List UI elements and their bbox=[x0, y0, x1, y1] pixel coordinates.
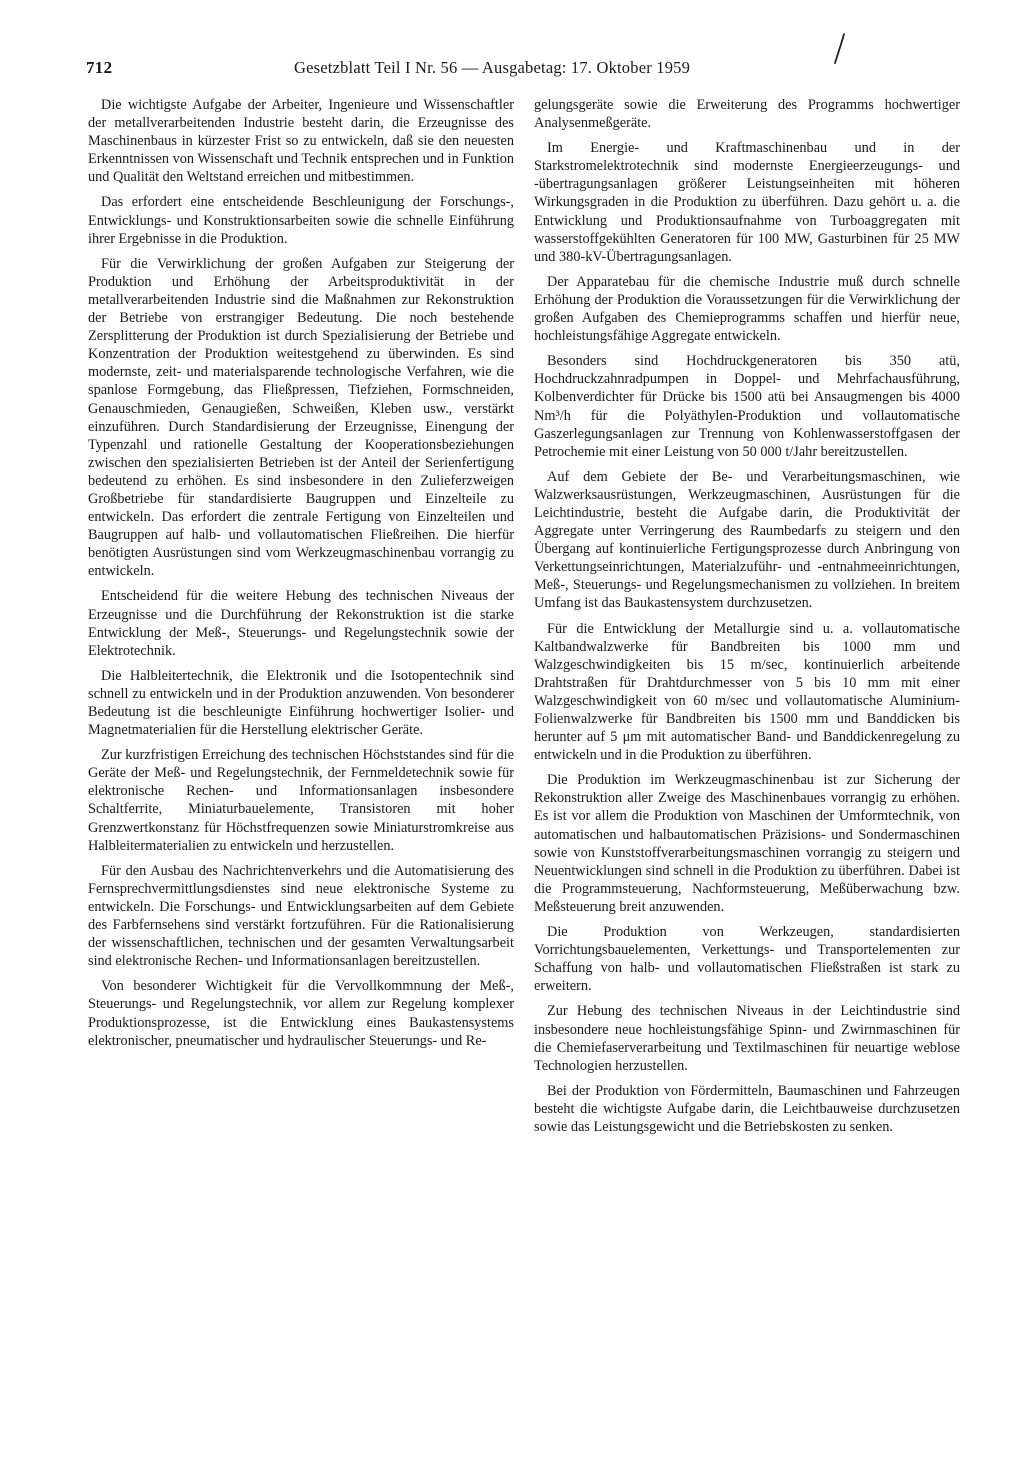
paragraph: gelungsgeräte sowie die Erweiterung des Programms hochwertiger Analysenmeßgeräte. bbox=[534, 97, 960, 132]
page-number: 712 bbox=[86, 58, 113, 77]
paragraph: Der Apparatebau für die chemische Industrie muß durch schnelle Erhöhung der Produktion die Voraussetzungen für die Verwirklichung der großen Aufgaben des Chemieprogramms schaffen und hierfür neue, hochleistungsfähige Aggregate entwickeln. bbox=[534, 273, 960, 345]
paragraph: Zur Hebung des technischen Niveaus in der Leichtindustrie sind insbesondere neue hochleistungsfähige Spinn- und Zwirnmaschinen für die Chemiefaserverarbeitung und Textilmaschinen für neuartige weblose Technologien herzustellen. bbox=[534, 1003, 960, 1074]
paragraph: Die wichtigste Aufgabe der Arbeiter, Ingenieure und Wissenschaftler der metallverarbeitenden Industrie besteht darin, die Erzeugnisse des Maschinenbaus in kürzester Frist so zu entwickeln, daß sie den neuesten Erkenntnissen von Wissenschaft und Technik entsprechen und in Funktion und Qualität den Weltstand erreichen und mitbestimmen. bbox=[88, 97, 514, 186]
paragraph: Von besonderer Wichtigkeit für die Vervollkommnung der Meß-, Steuerungs- und Regelungstechnik, vor allem zur Regelung komplexer Produktionsprozesse, ist die Entwicklung eines Baukastensystems elektronischer, pneumatischer und hydraulischer Steuerungs- und Re- bbox=[88, 978, 514, 1049]
right-column bbox=[534, 96, 960, 1143]
paragraph: Im Energie- und Kraftmaschinenbau und in der Starkstromelektrotechnik sind modernste Energieerzeugungs- und -übertragungsanlagen größerer Leistungseinheiten mit höheren Wirkungsgraden in die Produktion zu überführen. Dazu gehört u. a. die Entwicklung und Produktionsaufnahme von Turboaggregaten mit wasserstoffgekühlten Generatoren für 100 MW, Gasturbinen für 25 MW und 380-kV-Übertragungsanlagen. bbox=[534, 140, 960, 265]
paragraph: Für die Entwicklung der Metallurgie sind u. a. vollautomatische Kaltbandwalzwerke für Bandbreiten bis 1000 mm und Walzgeschwindigkeiten bis 15 m/sec, kontinuierlich arbeitende Drahtstraßen für Drahtdurchmesser von 5 bis 10 mm mit einer Walzgeschwindigkeit von 60 m/sec und vollautomatische Aluminium-Folienwalzwerke für Bandbreiten bis 1500 mm und Banddicken bis herunter auf 5 μm mit automatischer Band- und Banddickenregelung zu entwickeln und in die Produktion zu überführen. bbox=[534, 620, 960, 764]
paragraph: Auf dem Gebiete der Be- und Verarbeitungsmaschinen, wie Walzwerksausrüstungen, Werkzeugmaschinen, Ausrüstungen für die Leichtindustrie, besteht die Aufgabe darin, die Produktivität der Aggregate unter Verringerung des Raumbedarfs zu steigern und den Übergang auf kontinuierliche Fertigungsprozesse durch Anbringung von Verkettungseinrichtungen, Materialzuführ- und -entnahmeeinrichtungen, Meß-, Steuerungs- und Regelungsmechanismen zu vollziehen. In breitem Umfang ist das Baukastensystem durchzusetzen. bbox=[534, 468, 960, 612]
paragraph: Für den Ausbau des Nachrichtenverkehrs und die Automatisierung des Fernsprechvermittlungsdienstes sind neue elektronische Systeme zu entwickeln. Die Forschungs- und Entwicklungsarbeiten auf dem Gebiete des Farbfernsehens sind verstärkt fortzuführen. Für die Rationalisierung der wissenschaftlichen, technischen und der gesamten Verwaltungsarbeit sind elektronische Rechen- und Informationsanlagen bereitzustellen. bbox=[88, 862, 514, 970]
page-header bbox=[86, 58, 966, 82]
paragraph: Besonders sind Hochdruckgeneratoren bis 350 atü, Hochdruckzahnradpumpen in Doppel- und Mehrfachausführung, Kolbenverdichter für Drücke bis 1500 atü bei Ansaugmengen bis 4000 Nm³/h für die Polyäthylen-Produktion und vollautomatische Gaszerlegungsanlagen zur Trennung von Kohlenwasserstoffgasen der Petrochemie mit einer Leistung von 50 000 t/Jahr bereitzustellen. bbox=[534, 353, 960, 460]
paragraph: Bei der Produktion von Fördermitteln, Baumaschinen und Fahrzeugen besteht die wichtigste Aufgabe darin, die Leichtbauweise durchzusetzen sowie das Leistungsgewicht und die Betriebskosten zu senken. bbox=[534, 1082, 960, 1135]
running-title: Gesetzblatt Teil I Nr. 56 — Ausgabetag: 17. Oktober 1959 bbox=[294, 58, 691, 77]
paragraph: Entscheidend für die weitere Hebung des technischen Niveaus der Erzeugnisse und die Durchführung der Rekonstruktion ist die starke Entwicklung der Meß-, Steuerungs- und Regelungstechnik sowie der Elektrotechnik. bbox=[88, 588, 514, 659]
pen-stroke-icon bbox=[832, 32, 846, 66]
paragraph: Die Produktion von Werkzeugen, standardisierten Vorrichtungsbauelementen, Verkettungs- und Transportelementen zur Schaffung von halb- und vollautomatischen Fließstraßen ist stark zu erweitern. bbox=[534, 924, 960, 995]
paragraph: Für die Verwirklichung der großen Aufgaben zur Steigerung der Produktion und Erhöhung der Arbeitsproduktivität in der metallverarbeitenden Industrie sind die Maßnahmen zur Rekonstruktion der Betriebe von erstrangiger Bedeutung. Die noch bestehende Zersplitterung der Produktion ist durch Spezialisierung der Betriebe und Konzentration der Produktion weitestgehend zu überwinden. Es sind modernste, zeit- und materialsparende technologische Verfahren, wie die spanlose Formgebung, das Fließpressen, Tiefziehen, Formschneiden, Genauschmieden, Genaugießen, Schweißen, Kleben usw., verstärkt einzuführen. Durch Standardisierung der Erzeugnisse, Einengung der Typenzahl und rationelle Gestaltung der Kooperationsbeziehungen zwischen den spezialisierten Betrieben ist der Anteil der Serienfertigung bedeutend zu erhöhen. Es sind insbesondere in den Zulieferzweigen Großbetriebe für standardisierte Baugruppen und Einzelteile zu entwickeln. Das erfordert die zentrale Fertigung von Einzelteilen und Baugruppen auf halb- und vollautomatischen Fließreihen. Die hierfür benötigten Ausrüstungen sind vom Werkzeugmaschinenbau vorrangig zu entwickeln. bbox=[88, 255, 514, 580]
paragraph: Die Produktion im Werkzeugmaschinenbau ist zur Sicherung der Rekonstruktion aller Zweige des Maschinenbaues vorrangig zu erhöhen. Es ist vor allem die Produktion von Maschinen der Umformtechnik, von automatischen und halbautomatischen Präzisions- und Sondermaschinen sowie von Kunststoffverarbeitungsmaschinen vorrangig zu steigern und Neuentwicklungen sind schnell in die Produktion zu überführen. Dabei ist die Programmsteuerung, Nachformsteuerung, Meßüberwachung bzw. Meßsteuerung breit anzuwenden. bbox=[534, 772, 960, 915]
paragraph: Die Halbleitertechnik, die Elektronik und die Isotopentechnik sind schnell zu entwickeln und in der Produktion anzuwenden. Von besonderer Bedeutung ist die beschleunigte Einführung hochwertiger Isolier- und Magnetmaterialien für die Herstellung elektrischer Geräte. bbox=[88, 667, 514, 739]
left-column bbox=[88, 96, 514, 1057]
paragraph: Das erfordert eine entscheidende Beschleunigung der Forschungs-, Entwicklungs- und Konstruktionsarbeiten sowie die schnelle Einführung ihrer Ergebnisse in die Produktion. bbox=[88, 194, 514, 247]
paragraph: Zur kurzfristigen Erreichung des technischen Höchststandes sind für die Geräte der Meß- und Regelungstechnik, der Fernmeldetechnik sowie für elektronische Rechen- und Informationsanlagen insbesondere Schaltferrite, Miniaturbauelemente, Transistoren mit hoher Grenzwertkonstanz für Höchstfrequenzen sowie Miniaturstromkreise aus Halbleitermaterialien zu entwickeln und herzustellen. bbox=[88, 747, 514, 854]
